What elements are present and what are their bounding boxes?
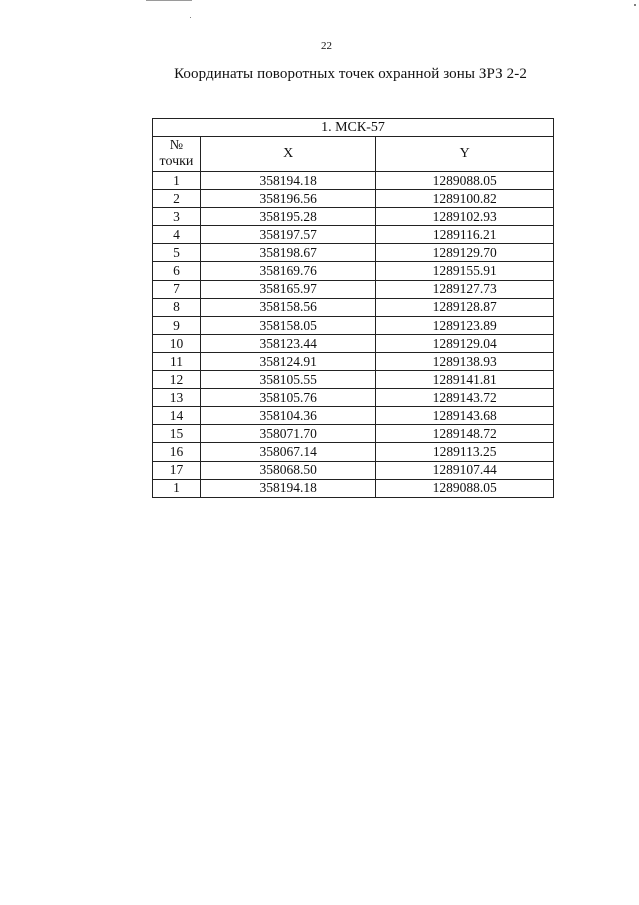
- table-row: [153, 371, 554, 389]
- scan-artifact-dot: [634, 4, 636, 6]
- table-row: [153, 334, 554, 352]
- coordinates-table: [152, 118, 554, 498]
- table-row: [153, 389, 554, 407]
- point-number-header-line2: точки: [159, 154, 194, 169]
- x-value-cell: 358165.97: [200, 280, 376, 298]
- x-value-cell: 358198.67: [200, 244, 376, 262]
- table-row: [153, 352, 554, 370]
- table-row: [153, 461, 554, 479]
- y-value-cell: 1289088.05: [376, 479, 554, 497]
- scan-artifact-dot: [190, 17, 191, 18]
- table-row: [153, 316, 554, 334]
- x-value-cell: 358105.76: [200, 389, 376, 407]
- point-number-cell: 1: [153, 479, 201, 497]
- point-number-cell: 3: [153, 208, 201, 226]
- point-number-cell: 17: [153, 461, 201, 479]
- point-number-cell: 1: [153, 172, 201, 190]
- table-row: [153, 262, 554, 280]
- y-value-cell: 1289116.21: [376, 226, 554, 244]
- table-row: [153, 479, 554, 497]
- coordinate-system-header: 1. МСК-57: [153, 119, 554, 137]
- point-number-cell: 16: [153, 443, 201, 461]
- x-value-cell: 358124.91: [200, 352, 376, 370]
- x-value-cell: 358158.56: [200, 298, 376, 316]
- y-value-cell: 1289143.72: [376, 389, 554, 407]
- point-number-cell: 9: [153, 316, 201, 334]
- table-row: [153, 190, 554, 208]
- x-column-header: X: [200, 137, 376, 172]
- table-row: [153, 443, 554, 461]
- y-value-cell: 1289129.70: [376, 244, 554, 262]
- y-value-cell: 1289141.81: [376, 371, 554, 389]
- table-row: [153, 226, 554, 244]
- x-value-cell: 358158.05: [200, 316, 376, 334]
- y-value-cell: 1289123.89: [376, 316, 554, 334]
- x-value-cell: 358169.76: [200, 262, 376, 280]
- x-value-cell: 358104.36: [200, 407, 376, 425]
- x-value-cell: 358196.56: [200, 190, 376, 208]
- y-value-cell: 1289138.93: [376, 352, 554, 370]
- y-value-cell: 1289102.93: [376, 208, 554, 226]
- x-value-cell: 358195.28: [200, 208, 376, 226]
- x-value-cell: 358197.57: [200, 226, 376, 244]
- x-value-cell: 358194.18: [200, 172, 376, 190]
- x-value-cell: 358123.44: [200, 334, 376, 352]
- y-value-cell: 1289107.44: [376, 461, 554, 479]
- document-title: Координаты поворотных точек охранной зоны ЗРЗ 2-2: [174, 66, 527, 82]
- y-column-header: Y: [376, 137, 554, 172]
- table-row: [153, 425, 554, 443]
- point-number-cell: 8: [153, 298, 201, 316]
- y-value-cell: 1289100.82: [376, 190, 554, 208]
- table-body: [153, 172, 554, 498]
- point-number-cell: 12: [153, 371, 201, 389]
- y-value-cell: 1289155.91: [376, 262, 554, 280]
- point-number-cell: 13: [153, 389, 201, 407]
- point-number-header-line1: №: [169, 137, 184, 153]
- point-number-cell: 14: [153, 407, 201, 425]
- table-row: [153, 244, 554, 262]
- x-value-cell: 358068.50: [200, 461, 376, 479]
- table-row: [153, 280, 554, 298]
- y-value-cell: 1289113.25: [376, 443, 554, 461]
- scan-artifact-line: [146, 0, 192, 1]
- y-value-cell: 1289148.72: [376, 425, 554, 443]
- point-number-cell: 11: [153, 352, 201, 370]
- x-value-cell: 358067.14: [200, 443, 376, 461]
- x-value-cell: 358105.55: [200, 371, 376, 389]
- point-number-cell: 6: [153, 262, 201, 280]
- page-number: 22: [321, 40, 332, 52]
- x-value-cell: 358194.18: [200, 479, 376, 497]
- table-row: [153, 407, 554, 425]
- table-row: [153, 298, 554, 316]
- y-value-cell: 1289128.87: [376, 298, 554, 316]
- point-number-cell: 15: [153, 425, 201, 443]
- x-value-cell: 358071.70: [200, 425, 376, 443]
- point-number-cell: 5: [153, 244, 201, 262]
- table-row: [153, 208, 554, 226]
- point-number-cell: 7: [153, 280, 201, 298]
- y-value-cell: 1289127.73: [376, 280, 554, 298]
- table-column-header-row: [153, 137, 554, 172]
- point-number-cell: 2: [153, 190, 201, 208]
- point-number-cell: 10: [153, 334, 201, 352]
- y-value-cell: 1289143.68: [376, 407, 554, 425]
- y-value-cell: 1289129.04: [376, 334, 554, 352]
- table-group-header-row: [153, 119, 554, 137]
- point-number-cell: 4: [153, 226, 201, 244]
- point-number-header: [153, 137, 201, 172]
- table-row: [153, 172, 554, 190]
- y-value-cell: 1289088.05: [376, 172, 554, 190]
